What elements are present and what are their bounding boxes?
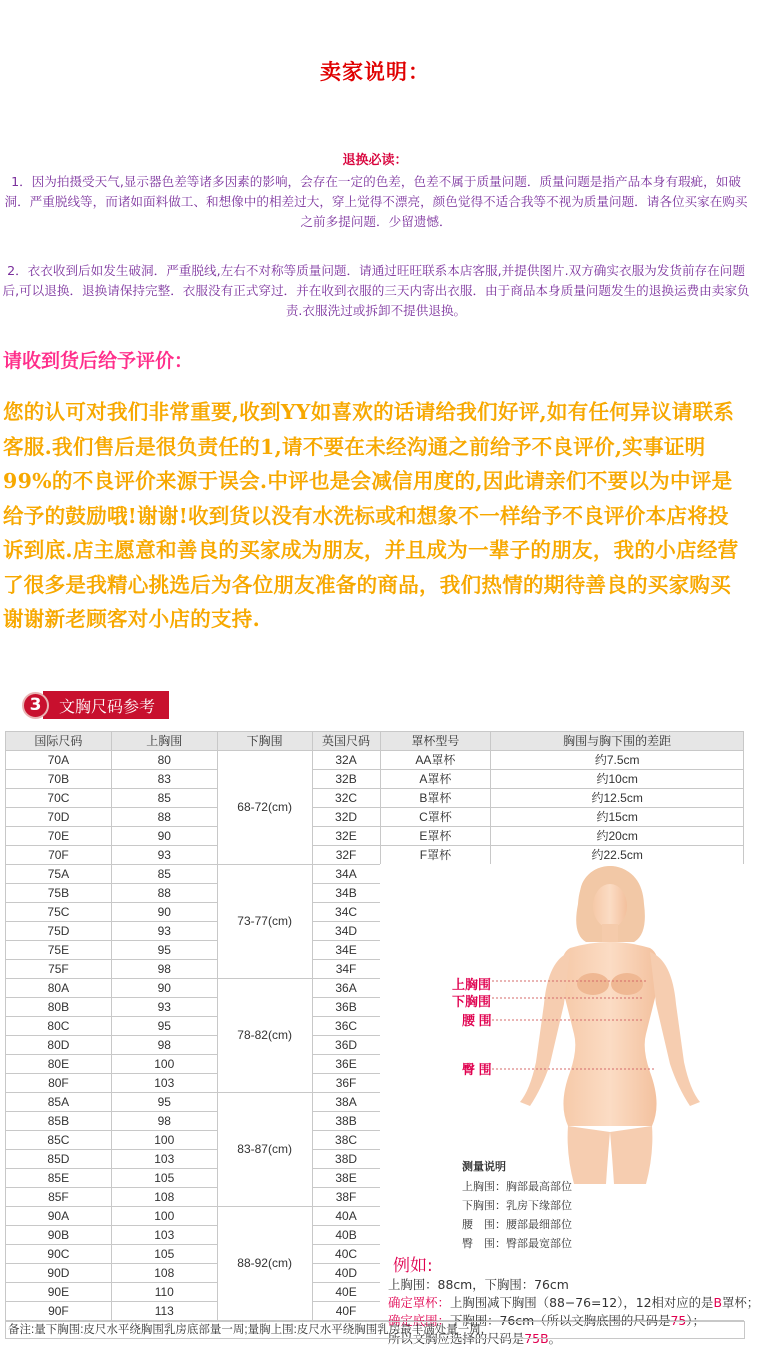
intl-size-cell: 75A (6, 865, 112, 884)
cup-type-cell: B罩杯 (380, 789, 491, 808)
seller-title: 卖家说明： (320, 60, 430, 84)
header-upper-bust: 上胸围 (111, 732, 217, 751)
table-row (6, 808, 744, 827)
upper-bust-cell: 100 (111, 1207, 217, 1226)
upper-bust-cell: 103 (111, 1074, 217, 1093)
example-result-value: 75B (524, 1331, 549, 1346)
example-result-text: 所以文胸应选择的尺码是 (388, 1331, 525, 1346)
review-title: 请收到货后给予评价： (3, 350, 194, 372)
uk-size-cell: 40D (312, 1264, 380, 1283)
intl-size-cell: 90D (6, 1264, 112, 1283)
uk-size-cell: 40A (312, 1207, 380, 1226)
uk-size-cell: 40B (312, 1226, 380, 1245)
difference-cell: 约12.5cm (491, 789, 744, 808)
return-notice-2: 2．衣衣收到后如发生破洞．严重脱线,左右不对称等质量问题．请通过旺旺联系本店客服,并提供图片.双方确实衣服为发货前存在问题后,可以退换．退换请保持完整．衣服没有正式穿过．并在收到衣服的三天内寄出衣服．由于商品本身质量问题发生的退换运费由卖家负责.衣服洗过或拆卸不提供退换。 (2, 263, 750, 318)
difference-cell: 约7.5cm (491, 751, 744, 770)
upper-bust-cell: 100 (111, 1131, 217, 1150)
intl-size-cell: 80F (6, 1074, 112, 1093)
upper-bust-cell: 88 (111, 808, 217, 827)
upper-bust-cell: 93 (111, 922, 217, 941)
intl-size-cell: 90E (6, 1283, 112, 1302)
under-bust-cell: 68-72(cm) (217, 751, 312, 865)
upper-bust-cell: 90 (111, 979, 217, 998)
cup-type-cell: C罩杯 (380, 808, 491, 827)
intl-size-cell: 75D (6, 922, 112, 941)
intl-size-cell: 75F (6, 960, 112, 979)
uk-size-cell: 40F (312, 1302, 380, 1321)
table-row (6, 827, 744, 846)
intl-size-cell: 80C (6, 1017, 112, 1036)
label-hip: 臀 围 (462, 1062, 492, 1077)
uk-size-cell: 36B (312, 998, 380, 1017)
table-row (6, 789, 744, 808)
uk-size-cell: 36C (312, 1017, 380, 1036)
upper-bust-cell: 100 (111, 1055, 217, 1074)
measure-line: 下胸围：乳房下缘部位 (462, 1199, 572, 1212)
intl-size-cell: 90F (6, 1302, 112, 1321)
body-silhouette-image (380, 864, 744, 1184)
measure-title: 测量说明 (462, 1160, 506, 1173)
intl-size-cell: 85F (6, 1188, 112, 1207)
intl-size-cell: 85A (6, 1093, 112, 1112)
uk-size-cell: 36E (312, 1055, 380, 1074)
uk-size-cell: 34E (312, 941, 380, 960)
uk-size-cell: 40C (312, 1245, 380, 1264)
header-uk-size: 英国尺码 (312, 732, 380, 751)
example-band-value: 75 (670, 1313, 687, 1328)
intl-size-cell: 85D (6, 1150, 112, 1169)
upper-bust-cell: 105 (111, 1245, 217, 1264)
header-intl-size: 国际尺码 (6, 732, 112, 751)
intl-size-cell: 70E (6, 827, 112, 846)
uk-size-cell: 36F (312, 1074, 380, 1093)
return-notice-1: 1．因为拍摄受天气,显示器色差等诸多因素的影响，会存在一定的色差，色差不属于质量问题．质量问题是指产品本身有瑕疵，如破洞．严重脱线等，而诸如面料做工、和想像中的相差过大，穿上觉得不漂亮，颜色觉得不适合我等不视为质量问题．请各位买家在购买之前多提问题．少留遗憾． (4, 174, 748, 229)
uk-size-cell: 38A (312, 1093, 380, 1112)
difference-cell: 约15cm (491, 808, 744, 827)
uk-size-cell: 38E (312, 1169, 380, 1188)
upper-bust-cell: 80 (111, 751, 217, 770)
example-title: 例如: (393, 1256, 433, 1276)
table-row (6, 846, 744, 865)
header-under-bust: 下胸围 (217, 732, 312, 751)
uk-size-cell: 38D (312, 1150, 380, 1169)
upper-bust-cell: 98 (111, 960, 217, 979)
size-chart-header (22, 690, 169, 720)
upper-bust-cell: 98 (111, 1036, 217, 1055)
upper-bust-cell: 90 (111, 827, 217, 846)
upper-bust-cell: 93 (111, 846, 217, 865)
uk-size-cell: 34C (312, 903, 380, 922)
intl-size-cell: 70A (6, 751, 112, 770)
intl-size-cell: 80B (6, 998, 112, 1017)
upper-bust-cell: 103 (111, 1150, 217, 1169)
upper-bust-cell: 103 (111, 1226, 217, 1245)
upper-bust-cell: 83 (111, 770, 217, 789)
section-number-badge: 3 (22, 692, 49, 719)
size-footnote: 备注:量下胸围:皮尺水平绕胸围乳房底部量一周;量胸上围:皮尺水平绕胸围乳房最丰满处量一周. (5, 1321, 745, 1339)
example-cup-value: B (713, 1295, 722, 1310)
header-difference: 胸围与胸下围的差距 (491, 732, 744, 751)
upper-bust-cell: 108 (111, 1264, 217, 1283)
intl-size-cell: 80D (6, 1036, 112, 1055)
example-band-tail: ）； (686, 1313, 705, 1328)
example-line-2 (388, 1293, 759, 1311)
example-cup-text: 上胸围减下胸围（88−76=12），12相对应的是 (449, 1295, 714, 1310)
upper-bust-cell: 105 (111, 1169, 217, 1188)
under-bust-cell: 88-92(cm) (217, 1207, 312, 1321)
label-under-bust: 下胸围 (452, 994, 492, 1009)
uk-size-cell: 38B (312, 1112, 380, 1131)
return-notice-title: 退换必读： (342, 153, 408, 168)
measure-line: 腰 围：腰部最细部位 (462, 1218, 572, 1231)
example-cup-label: 确定罩杯： (388, 1295, 450, 1310)
intl-size-cell: 75B (6, 884, 112, 903)
uk-size-cell: 32A (312, 751, 380, 770)
uk-size-cell: 32B (312, 770, 380, 789)
intl-size-cell: 85B (6, 1112, 112, 1131)
cup-type-cell: E罩杯 (380, 827, 491, 846)
upper-bust-cell: 113 (111, 1302, 217, 1321)
uk-size-cell: 34A (312, 865, 380, 884)
under-bust-cell: 83-87(cm) (217, 1093, 312, 1207)
upper-bust-cell: 95 (111, 941, 217, 960)
upper-bust-cell: 90 (111, 903, 217, 922)
uk-size-cell: 32E (312, 827, 380, 846)
intl-size-cell: 85E (6, 1169, 112, 1188)
uk-size-cell: 32F (312, 846, 380, 865)
upper-bust-cell: 85 (111, 865, 217, 884)
uk-size-cell: 36A (312, 979, 380, 998)
upper-bust-cell: 88 (111, 884, 217, 903)
example-result-tail: 。 (548, 1331, 561, 1346)
intl-size-cell: 70C (6, 789, 112, 808)
table-row (6, 751, 744, 770)
cup-type-cell: F罩杯 (380, 846, 491, 865)
uk-size-cell: 38F (312, 1188, 380, 1207)
review-body: 您的认可对我们非常重要,收到YY如喜欢的话请给我们好评,如有任何异议请联系客服.我们售后是很负责任的1,请不要在未经沟通之前给予不良评价,实事证明99%的不良评价来源于误会.中评也是会减信用度的,因此请亲们不要以为中评是给予的鼓励哦!谢谢!收到货以没有水洗标或和想象不一样给予不良评价本店将投诉到底.店主愿意和善良的买家成为朋友，并且成为一辈子的朋友，我的小店经营了很多是我精心挑选后为各位朋友准备的商品，我们热情的期待善良的买家购买谢谢新老顾客对小店的支持. (3, 400, 739, 631)
uk-size-cell: 34F (312, 960, 380, 979)
upper-bust-cell: 85 (111, 789, 217, 808)
upper-bust-cell: 93 (111, 998, 217, 1017)
uk-size-cell: 38C (312, 1131, 380, 1150)
body-measure-figure (380, 864, 759, 1346)
example-cup-tail: 罩杯； (721, 1295, 759, 1310)
example-band-label: 确定底围： (388, 1313, 450, 1328)
upper-bust-cell: 98 (111, 1112, 217, 1131)
upper-bust-cell: 110 (111, 1283, 217, 1302)
uk-size-cell: 32D (312, 808, 380, 827)
intl-size-cell: 80A (6, 979, 112, 998)
cup-type-cell: A罩杯 (380, 770, 491, 789)
table-header-row (6, 732, 744, 751)
uk-size-cell: 34D (312, 922, 380, 941)
uk-size-cell: 34B (312, 884, 380, 903)
under-bust-cell: 73-77(cm) (217, 865, 312, 979)
example-line-1: 上胸围：88cm，下胸围：76cm (388, 1277, 569, 1292)
intl-size-cell: 70D (6, 808, 112, 827)
upper-bust-cell: 95 (111, 1093, 217, 1112)
difference-cell: 约20cm (491, 827, 744, 846)
table-row (6, 770, 744, 789)
uk-size-cell: 36D (312, 1036, 380, 1055)
difference-cell: 约10cm (491, 770, 744, 789)
intl-size-cell: 90B (6, 1226, 112, 1245)
upper-bust-cell: 108 (111, 1188, 217, 1207)
size-chart-title: 文胸尺码参考 (43, 691, 169, 719)
measure-line: 上胸围：胸部最高部位 (462, 1180, 572, 1193)
under-bust-cell: 78-82(cm) (217, 979, 312, 1093)
uk-size-cell: 40E (312, 1283, 380, 1302)
measure-line: 臀 围：臀部最宽部位 (462, 1237, 572, 1250)
cup-type-cell: AA罩杯 (380, 751, 491, 770)
intl-size-cell: 80E (6, 1055, 112, 1074)
intl-size-cell: 70F (6, 846, 112, 865)
intl-size-cell: 85C (6, 1131, 112, 1150)
intl-size-cell: 90A (6, 1207, 112, 1226)
intl-size-cell: 75C (6, 903, 112, 922)
label-upper-bust: 上胸围 (452, 977, 492, 992)
intl-size-cell: 90C (6, 1245, 112, 1264)
header-cup-type: 罩杯型号 (380, 732, 491, 751)
intl-size-cell: 75E (6, 941, 112, 960)
example-band-text: 下胸围：76cm（所以文胸底围的尺码是 (449, 1313, 671, 1328)
upper-bust-cell: 95 (111, 1017, 217, 1036)
uk-size-cell: 32C (312, 789, 380, 808)
intl-size-cell: 70B (6, 770, 112, 789)
difference-cell: 约22.5cm (491, 846, 744, 865)
label-waist: 腰 围 (462, 1013, 492, 1028)
